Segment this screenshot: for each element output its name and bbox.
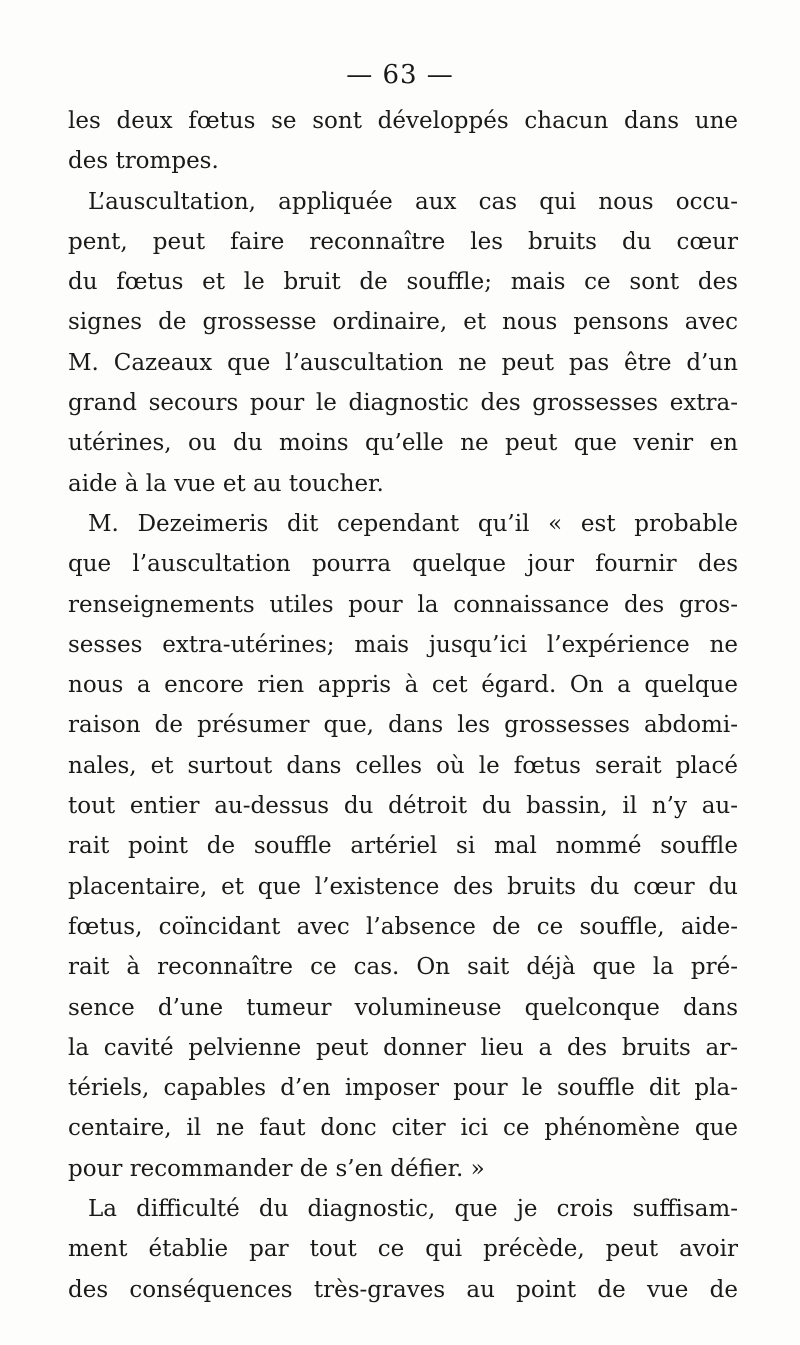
text-line: M. Cazeaux que l’auscultation ne peut pas être d’un — [68, 349, 738, 376]
text-line: tout entier au-dessus du détroit du bassin, il n’y au- — [68, 793, 738, 820]
text-line: centaire, il ne faut donc citer ici ce phénomène que — [68, 1115, 738, 1142]
text-line: sence d’une tumeur volumineuse quelconque dans — [68, 994, 738, 1021]
text-line: fœtus, coïncidant avec l’absence de ce souffle, aide- — [68, 913, 738, 940]
body-text — [68, 101, 738, 1310]
text-line: grand secours pour le diagnostic des grossesses extra- — [68, 390, 738, 417]
text-line: ment établie par tout ce qui précède, peut avoir — [68, 1236, 738, 1263]
text-line: utérines, ou du moins qu’elle ne peut que venir en — [68, 430, 738, 457]
text-line: L’auscultation, appliquée aux cas qui nous occu- — [88, 188, 738, 215]
text-line: renseignements utiles pour la connaissance des gros- — [68, 591, 738, 618]
text-line: M. Dezeimeris dit cependant qu’il « est probable — [88, 510, 738, 537]
text-line: la cavité pelvienne peut donner lieu a des bruits ar- — [68, 1034, 738, 1061]
text-line: nales, et surtout dans celles où le fœtus serait placé — [68, 752, 738, 779]
text-line: sesses extra-utérines; mais jusqu’ici l’expérience ne — [68, 631, 738, 658]
text-line: La difficulté du diagnostic, que je crois suffisam- — [88, 1196, 738, 1223]
text-line: que l’auscultation pourra quelque jour fournir des — [68, 551, 738, 578]
text-line: tériels, capables d’en imposer pour le souffle dit pla- — [68, 1075, 738, 1102]
text-line: rait à reconnaître ce cas. On sait déjà que la pré- — [68, 954, 738, 981]
text-line: raison de présumer que, dans les grossesses abdomi- — [68, 712, 738, 739]
text-line: signes de grossesse ordinaire, et nous pensons avec — [68, 309, 738, 336]
text-line: aide à la vue et au toucher. — [68, 470, 384, 497]
text-line: pour recommander de s’en défier. » — [68, 1155, 485, 1182]
text-line: pent, peut faire reconnaître les bruits du cœur — [68, 228, 738, 255]
text-line: du fœtus et le bruit de souffle; mais ce sont des — [68, 269, 738, 296]
text-line: des conséquences très-graves au point de vue de — [68, 1276, 738, 1303]
page-number: — 63 — — [346, 60, 454, 90]
text-line: rait point de souffle artériel si mal nommé souffle — [68, 833, 738, 860]
text-line: placentaire, et que l’existence des bruits du cœur du — [68, 873, 738, 900]
text-line: nous a encore rien appris à cet égard. On a quelque — [68, 672, 738, 699]
text-line: des trompes. — [68, 148, 219, 175]
text-line: les deux fœtus se sont développés chacun dans une — [68, 108, 738, 134]
